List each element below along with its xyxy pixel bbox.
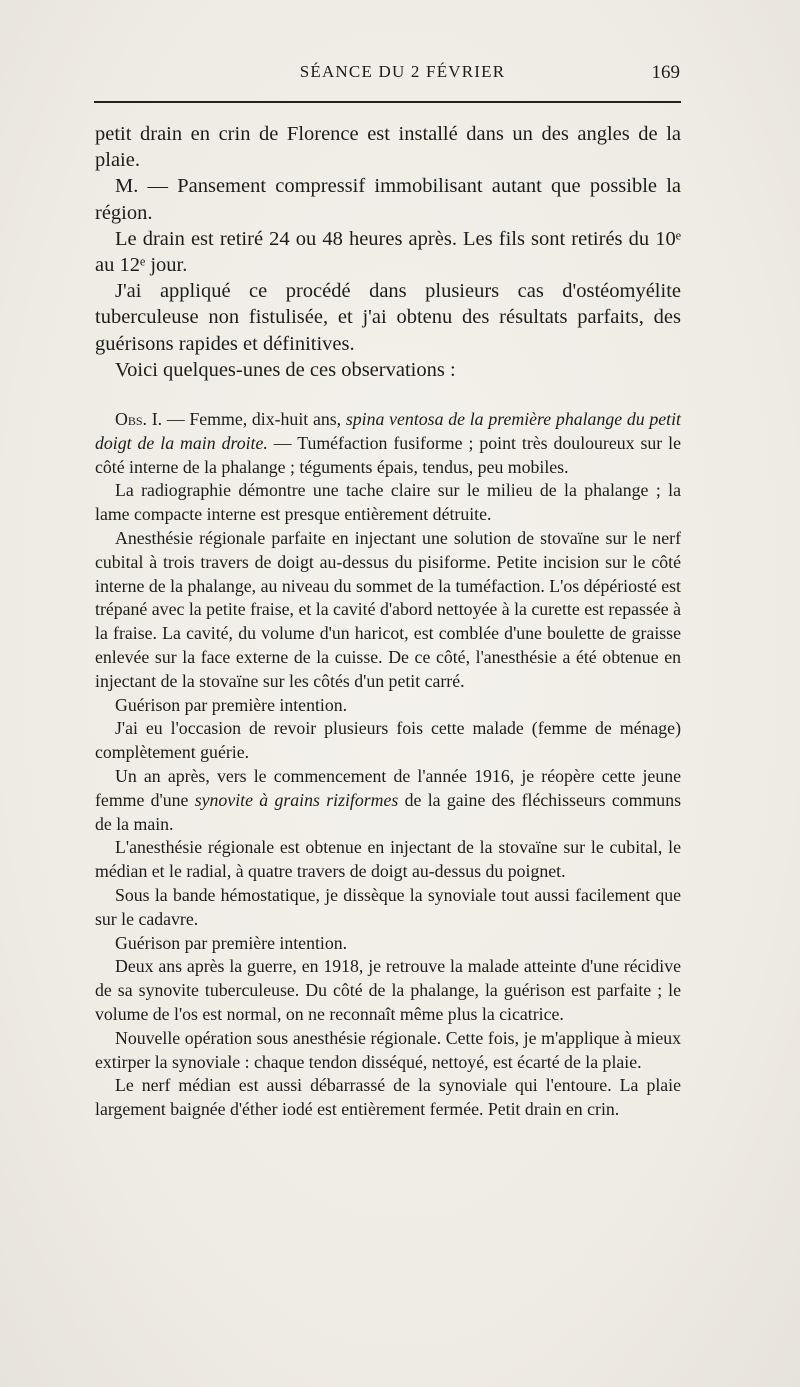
- observation-label: Obs. I.: [115, 409, 163, 430]
- intro-paragraph: J'ai appliqué ce procédé dans plusieurs cas d'ostéomyélite tuberculeuse non fistulisée, et j'ai obtenu des résultats parfaits, des guérisons rapides et définitives.: [95, 280, 681, 355]
- reoperation-diagnosis: synovite à grains riziformes: [194, 789, 399, 810]
- intro-paragraph: M. — Pansement compressif immobilisant autant que possible la région.: [95, 175, 681, 224]
- observation-paragraph: Sous la bande hémostatique, je dissèque la synoviale tout aussi facilement que sur le cadavre.: [95, 884, 681, 929]
- observation-paragraph: Guérison par première intention.: [115, 932, 348, 953]
- reoperation-text-start: Un an après, vers le commencement de l'année 1916, je réopère cette jeune femme d'une: [95, 765, 681, 810]
- header-rule: [94, 101, 681, 103]
- observation-paragraph: La radiographie démontre une tache claire sur le milieu de la phalange ; la lame compacte interne est presque entièrement détruite.: [95, 480, 681, 525]
- observation-heading-paragraph: [95, 408, 681, 479]
- running-head: SÉANCE DU 2 FÉVRIER: [299, 62, 506, 81]
- intro-paragraph: Voici quelques-unes de ces observations :: [115, 358, 456, 381]
- observation-findings: — Tuméfaction fusiforme ; point très douloureux sur le côté interne de la phalange ; téguments épais, tendus, peu mobiles.: [95, 432, 681, 477]
- observation-paragraph: Le nerf médian est aussi débarrassé de la synoviale qui l'entoure. La plaie largement baignée d'éther iodé est entièrement fermée. Petit drain en crin.: [95, 1075, 681, 1120]
- observation-paragraph: Nouvelle opération sous anesthésie régionale. Cette fois, je m'applique à mieux extirper la synoviale : chaque tendon disséqué, nettoyé, est écarté de la plaie.: [95, 1027, 681, 1072]
- observation-block: [95, 408, 681, 1122]
- observation-paragraph: Guérison par première intention.: [115, 694, 348, 715]
- observation-paragraph: J'ai eu l'occasion de revoir plusieurs fois cette malade (femme de ménage) complètement guérie.: [95, 718, 681, 763]
- observation-paragraph: L'anesthésie régionale est obtenue en injectant de la stovaïne sur le cubital, le médian et le radial, à quatre travers de doigt au-dessus du poignet.: [95, 837, 681, 882]
- observation-diagnosis: spina ventosa de la première phalange du petit doigt de la main droite.: [95, 409, 681, 453]
- observation-patient: — Femme, dix-huit ans,: [162, 409, 346, 430]
- intro-paragraph: petit drain en crin de Florence est installé dans un des angles de la plaie.: [95, 123, 681, 172]
- reoperation-text-end: de la gaine des fléchisseurs communs de la main.: [95, 789, 682, 834]
- observation-paragraph: Anesthésie régionale parfaite en injectant une solution de stovaïne sur le nerf cubital à trois travers de doigt au-dessus du pisiforme. Petite incision sur le côté interne de la phalange, au niveau du sommet de la tuméfaction. L'os dépériosté est trépané avec la petite fraise, et la cavité d'abord nettoyée à la curette est repassée à la fraise. La cavité, du volume d'un haricot, est comblée d'une boulette de graisse enlevée sur la face externe de la cuisse. De ce côté, l'anesthésie a été obtenue en injectant de la stovaïne sur les côtés d'un petit carré.: [95, 528, 681, 691]
- reoperation-paragraph: [95, 765, 681, 836]
- body-text: [95, 121, 681, 1122]
- observation-paragraph: Deux ans après la guerre, en 1918, je retrouve la malade atteinte d'une récidive de sa synovite tuberculeuse. Du côté de la phalange, la guérison est parfaite ; le volume de l'os est normal, on ne reconnaît même plus la cicatrice.: [95, 956, 681, 1024]
- page-number: 169: [651, 62, 680, 83]
- page-header: [95, 62, 680, 86]
- intro-paragraph: Le drain est retiré 24 ou 48 heures après. Les fils sont retirés du 10ᵉ au 12ᵉ jour.: [95, 227, 681, 277]
